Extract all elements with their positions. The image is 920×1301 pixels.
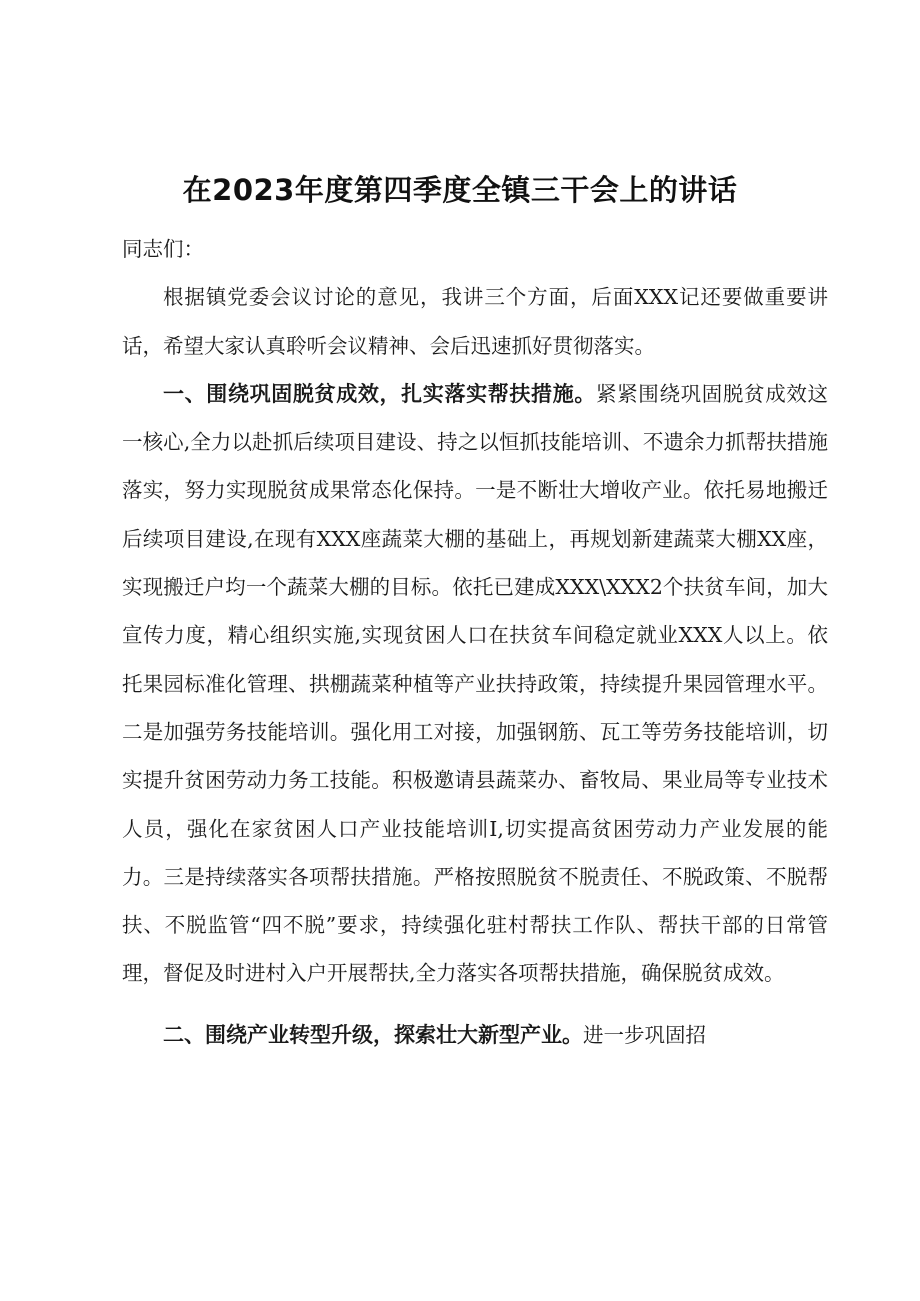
- section-heading-2: 二、围绕产业转型升级，探索壮大新型产业。: [163, 1022, 583, 1047]
- section-heading-1: 一、围绕巩固脱贫成效，扎实落实帮扶措施。: [163, 381, 596, 406]
- section-paragraph-1: [122, 370, 828, 998]
- document-title: 在2023年度第四季度全镇三干会上的讲话: [182, 173, 738, 207]
- intro-paragraph: 根据镇党委会议讨论的意见，我讲三个方面，后面XXX记还要做重要讲话，希望大家认真聆听会议精神、会后迅速抓好贯彻落实。: [122, 285, 828, 358]
- document-body: [122, 225, 828, 1059]
- section-body-1: 紧紧围绕巩固脱贫成效这一核心,全力以赴抓后续项目建设、持之以恒抓技能培训、不遗余力抓帮扶措施落实，努力实现脱贫成果常态化保持。一是不断壮大增收产业。依托易地搬迁后续项目建设,在现有XXX座蔬菜大棚的基础上，再规划新建蔬菜大棚XX座，实现搬迁户均一个蔬菜大棚的目标。依托已建成XXX\XXX2个扶贫车间，加大宣传力度，精心组织实施,实现贫困人口在扶贫车间稳定就业XXX人以上。依托果园标准化管理、拱棚蔬菜种植等产业扶持政策，持续提升果园管理水平。二是加强劳务技能培训。强化用工对接，加强钢筋、瓦工等劳务技能培训，切实提升贫困劳动力务工技能。积极邀请县蔬菜办、畜牧局、果业局等专业技术人员，强化在家贫困人口产业技能培训I,切实提高贫困劳动力产业发展的能力。三是持续落实各项帮扶措施。严格按照脱贫不脱责任、不脱政策、不脱帮扶、不脱监管“四不脱”要求，持续强化驻村帮扶工作队、帮扶干部的日常管理，督促及时进村入户开展帮扶,全力落实各项帮扶措施，确保脱贫成效。: [122, 381, 828, 986]
- salutation: 同志们：: [122, 237, 204, 261]
- section-paragraph-2: [122, 1011, 828, 1059]
- section-body-2: 进一步巩固招: [583, 1022, 706, 1047]
